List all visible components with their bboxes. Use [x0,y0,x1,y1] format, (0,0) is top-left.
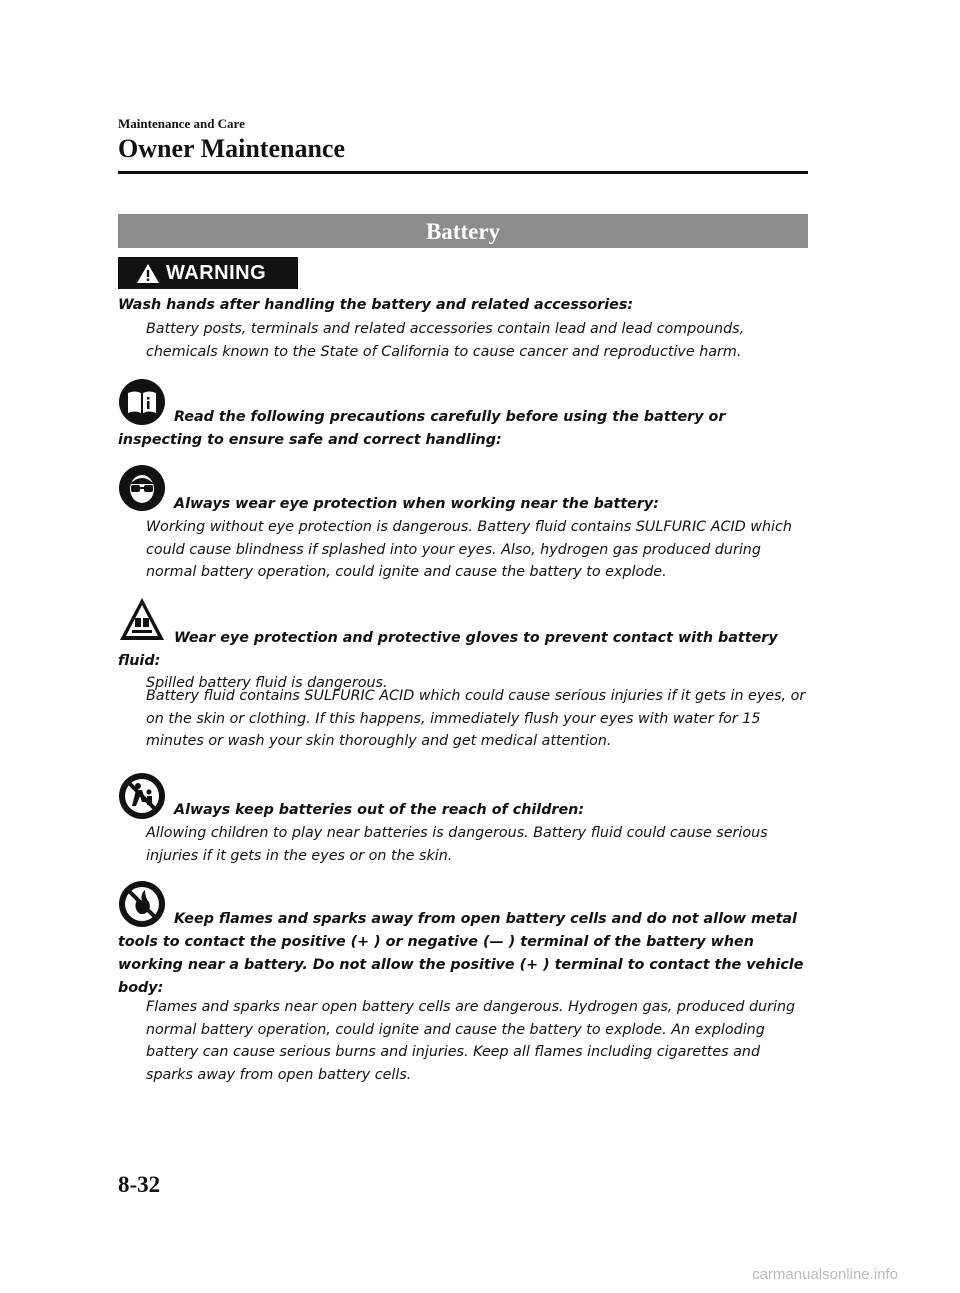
precaution-read-heading: Read the following precautions carefully before using the battery or inspecting to ensure safe and correct handling: [118,409,726,448]
flames-body: Flames and sparks near open battery cells are dangerous. Hydrogen gas, produced during normal battery operation, could ignite and cause the battery to explode. An exploding battery can cause serious burns and injuries. Keep all flames including cigarettes and sparks away from open battery cells. [146,999,796,1083]
header-rule [118,171,808,174]
warning-triangle-icon [136,263,160,284]
children-body: Allowing children to play near batteries is dangerous. Battery fluid could cause serious injuries if it gets in the eyes or on the skin. [146,825,768,864]
eye-protection-body: Working without eye protection is dangerous. Battery fluid contains SULFURIC ACID which could cause blindness if splashed into your eyes. Also, hydrogen gas produced during normal battery operation, could ignite and cause the battery to explode. [146,519,792,580]
warning-body: Battery posts, terminals and related accessories contain lead and lead compounds, chemicals known to the State of California to cause cancer and reproductive harm. [146,321,745,360]
corrosive-body-2: Battery fluid contains SULFURIC ACID which could cause serious injuries if it gets in eyes, or on the skin or clothing. If this happens, immediately flush your eyes with water for 15 minutes or wash your skin thoroughly and get medical attention. [146,688,806,749]
page-number: 8-32 [118,1172,161,1197]
flames-heading: Keep flames and sparks away from open battery cells and do not allow metal tools to contact the positive (+ ) or negative (— ) terminal of the battery when working near a battery. Do not allow the positive (+ ) terminal to contact the vehicle body: [118,911,804,996]
battery-banner: Battery [118,214,808,248]
page-title: Owner Maintenance [118,134,345,163]
children-heading: Always keep batteries out of the reach of children: [174,802,585,818]
watermark-text: carmanualsonline.info [752,1266,898,1283]
corrosive-heading: Wear eye protection and protective gloves to prevent contact with battery fluid: [118,630,778,669]
warning-heading: Wash hands after handling the battery and related accessories: [118,297,634,313]
warning-label [118,257,298,289]
eye-protection-heading: Always wear eye protection when working near the battery: [174,496,659,512]
section-label: Maintenance and Care [118,116,245,131]
warning-text: WARNING [166,261,267,284]
corrosive-body-1: Spilled battery fluid is dangerous. [146,675,388,691]
